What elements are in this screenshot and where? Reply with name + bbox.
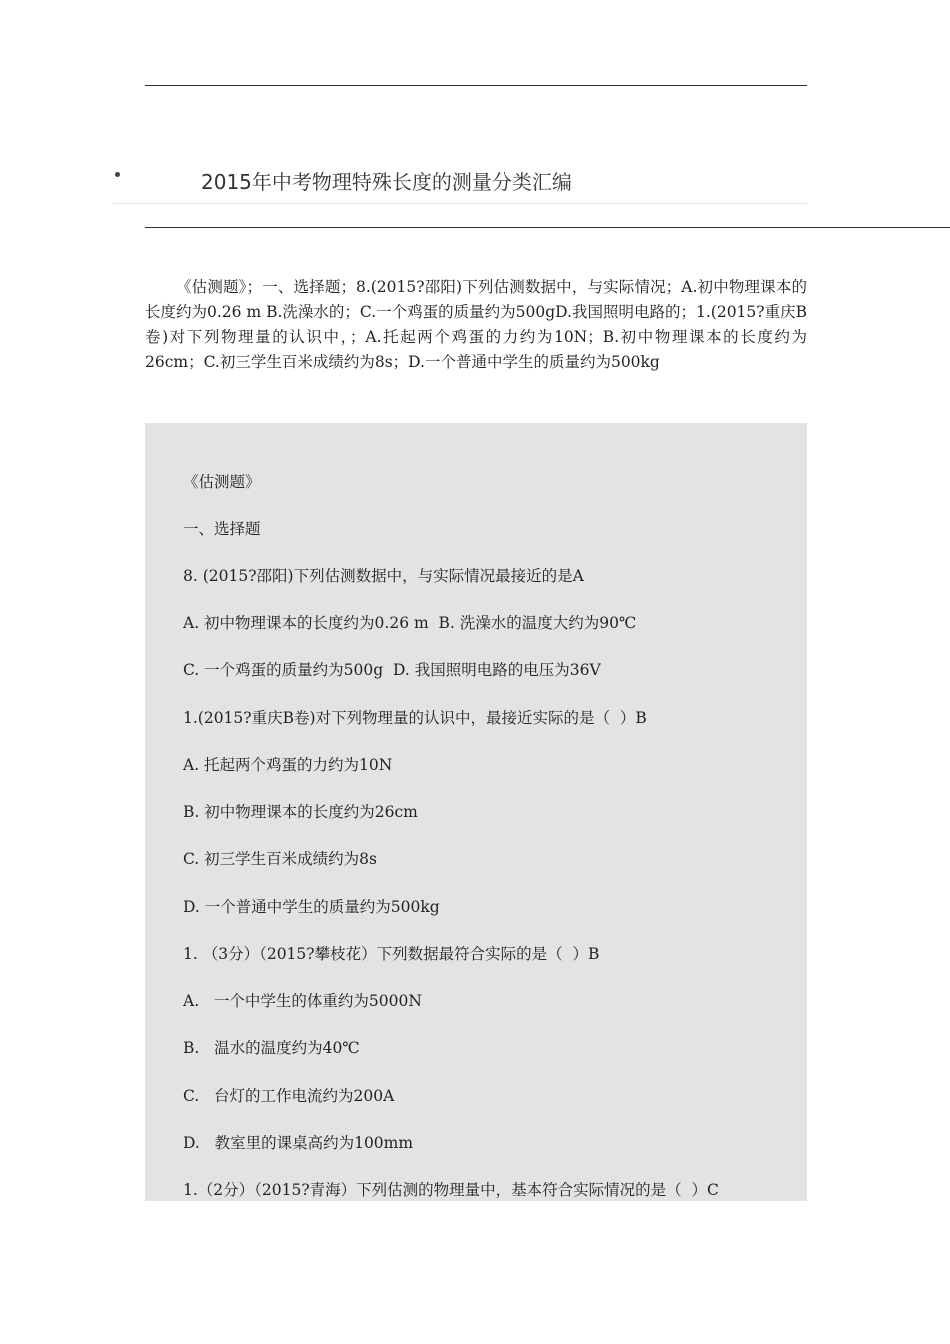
content-line-option: C. 台灯的工作电流约为200A [183, 1087, 395, 1105]
content-line-question: 1.(2015?重庆B卷)对下列物理量的认识中，最接近实际的是（ ）B [183, 709, 647, 727]
content-line-option: B. 初中物理课本的长度约为26cm [183, 803, 418, 821]
content-line-option: B. 温水的温度约为40℃ [183, 1039, 360, 1057]
content-panel [145, 423, 807, 1201]
top-divider [145, 85, 807, 86]
content-line-option: C. 初三学生百米成绩约为8s [183, 850, 377, 868]
bullet-dot-icon [115, 172, 120, 177]
title-underline [113, 203, 807, 204]
content-line-option: A. 一个中学生的体重约为5000N [183, 992, 422, 1010]
section-divider [145, 227, 950, 228]
content-line-question: 1.（2分）（2015?青海）下列估测的物理量中，基本符合实际情况的是（ ）C [183, 1181, 719, 1199]
content-line-option: C. 一个鸡蛋的质量约为500g D. 我国照明电路的电压为36V [183, 661, 601, 679]
document-summary: 《估测题》；一、选择题；8.(2015?邵阳)下列估测数据中，与实际情况；A.初中物理课本的长度约为0.26 m B.洗澡水的；C.一个鸡蛋的质量约为500gD.我国照明电路的；1.(2015?重庆B卷)对下列物理量的认识中，；A.托起两个鸡蛋的力约为10N；B.初中物理课本的长度约为26cm；C.初三学生百米成绩约为8s；D.一个普通中学生的质量约为500kg [145, 278, 807, 371]
content-line-section: 一、选择题 [183, 520, 261, 538]
content-line-option: D. 教室里的课桌高约为100mm [183, 1134, 414, 1152]
content-line-heading: 《估测题》 [183, 473, 261, 491]
content-line-question: 8. (2015?邵阳)下列估测数据中，与实际情况最接近的是A [183, 567, 584, 585]
content-line-question: 1. （3分）（2015?攀枝花）下列数据最符合实际的是（ ）B [183, 945, 600, 963]
document-title: 2015年中考物理特殊长度的测量分类汇编 [201, 170, 572, 194]
title-row [113, 162, 807, 202]
content-line-option: A. 初中物理课本的长度约为0.26 m B. 洗澡水的温度大约为90℃ [183, 614, 637, 632]
content-line-option: D. 一个普通中学生的质量约为500kg [183, 898, 440, 916]
content-line-option: A. 托起两个鸡蛋的力约为10N [183, 756, 393, 774]
